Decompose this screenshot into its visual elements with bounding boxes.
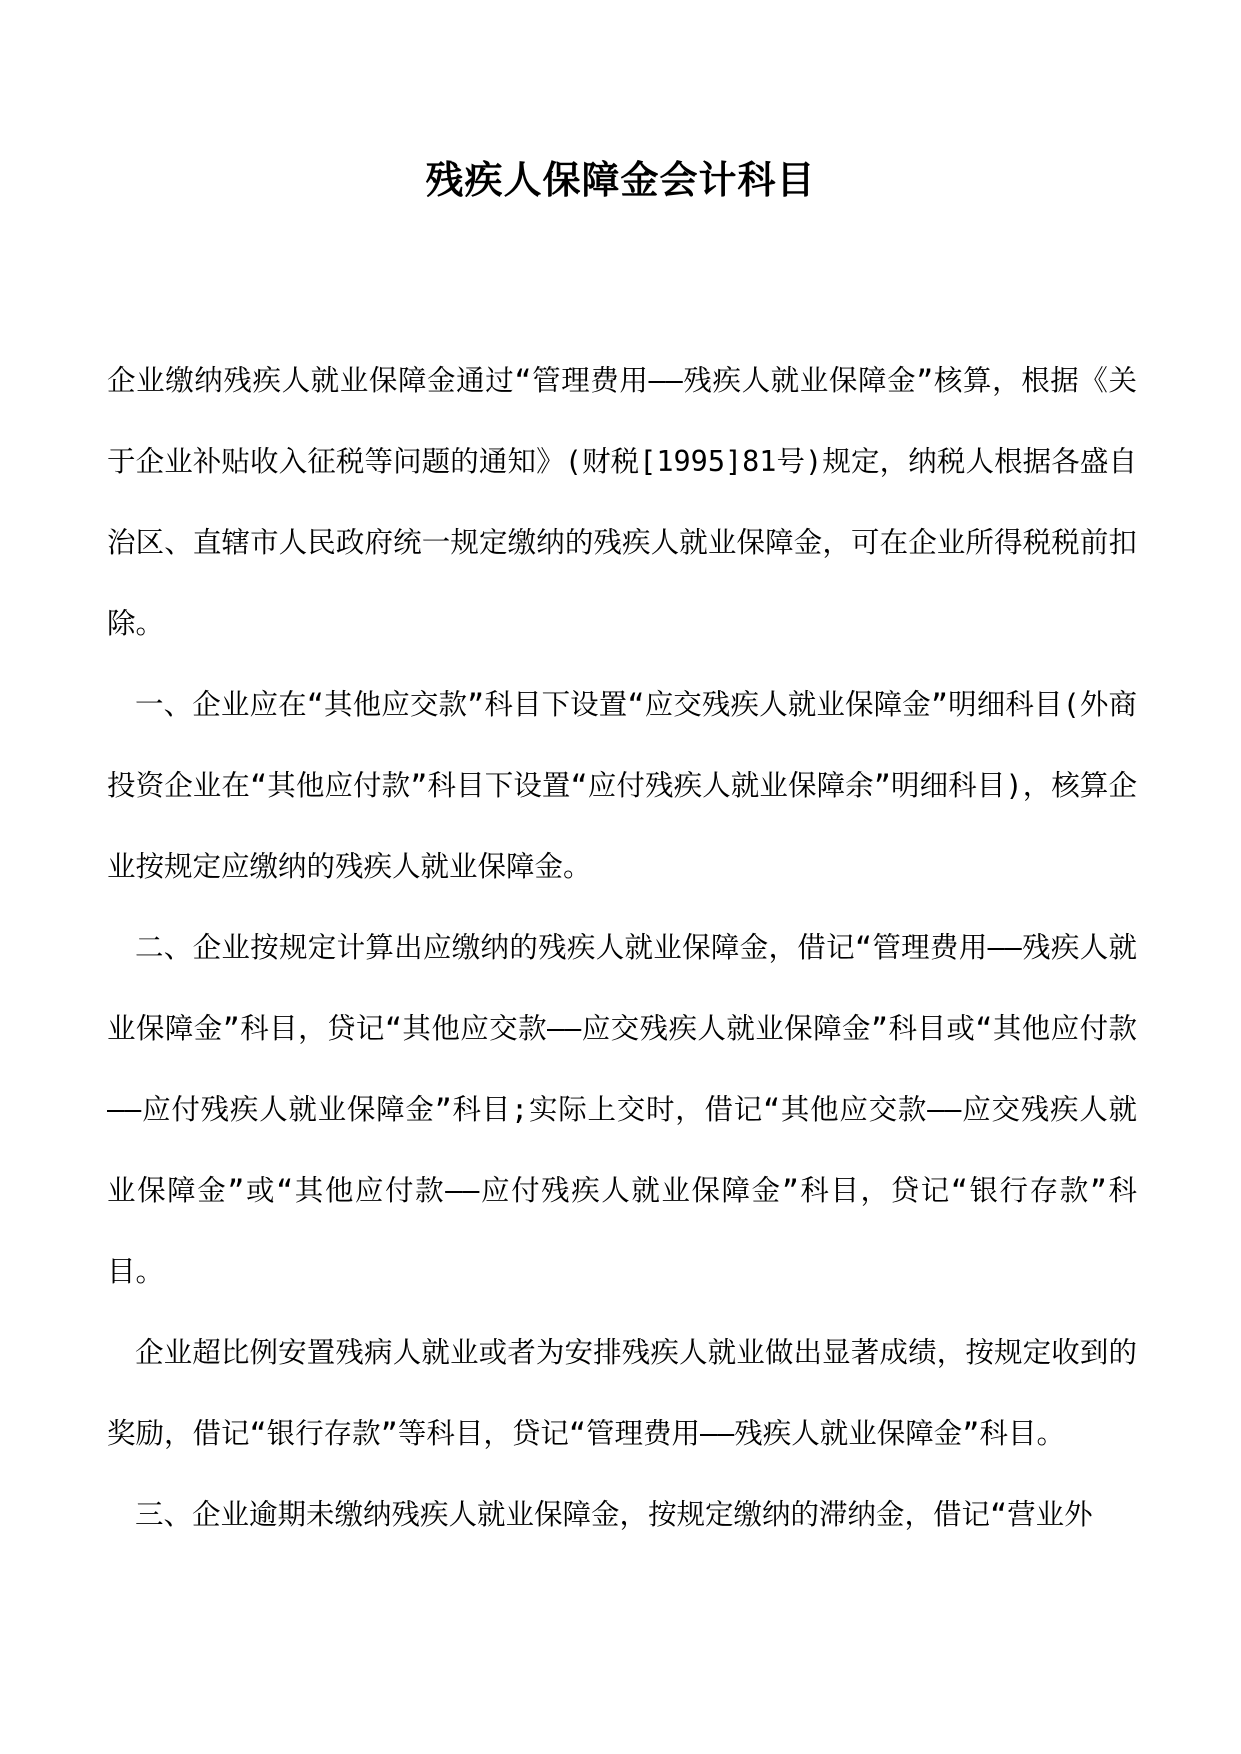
paragraph-section-1: 一、企业应在“其他应交款”科目下设置“应交残疾人就业保障金”明细科目(外商投资企业在“其他应付款”科目下设置“应付残疾人就业保障余”明细科目)，核算企业按规定应缴纳的残疾人就业保障金。 xyxy=(107,688,1137,883)
paragraph-section-3: 三、企业逾期未缴纳残疾人就业保障金，按规定缴纳的滞纳金，借记“营业外 xyxy=(135,1498,1093,1531)
document-title: 残疾人保障金会计科目 xyxy=(425,157,816,202)
document-body xyxy=(107,340,1137,1555)
paragraph-reward: 企业超比例安置残病人就业或者为安排残疾人就业做出显著成绩，按规定收到的奖励，借记“银行存款”等科目，贷记“管理费用——残疾人就业保障金”科目。 xyxy=(107,1336,1137,1450)
paragraph-intro: 企业缴纳残疾人就业保障金通过“管理费用——残疾人就业保障金”核算，根据《关于企业补贴收入征税等问题的通知》(财税[1995]81号)规定，纳税人根据各盛自治区、直辖市人民政府统一规定缴纳的残疾人就业保障金，可在企业所得税税前扣除。 xyxy=(107,364,1137,640)
paragraph-section-2: 二、企业按规定计算出应缴纳的残疾人就业保障金，借记“管理费用——残疾人就业保障金”科目，贷记“其他应交款——应交残疾人就业保障金”科目或“其他应付款——应付残疾人就业保障金”科目;实际上交时，借记“其他应交款——应交残疾人就业保障金”或“其他应付款——应付残疾人就业保障金”科目，贷记“银行存款”科目。 xyxy=(107,931,1137,1288)
